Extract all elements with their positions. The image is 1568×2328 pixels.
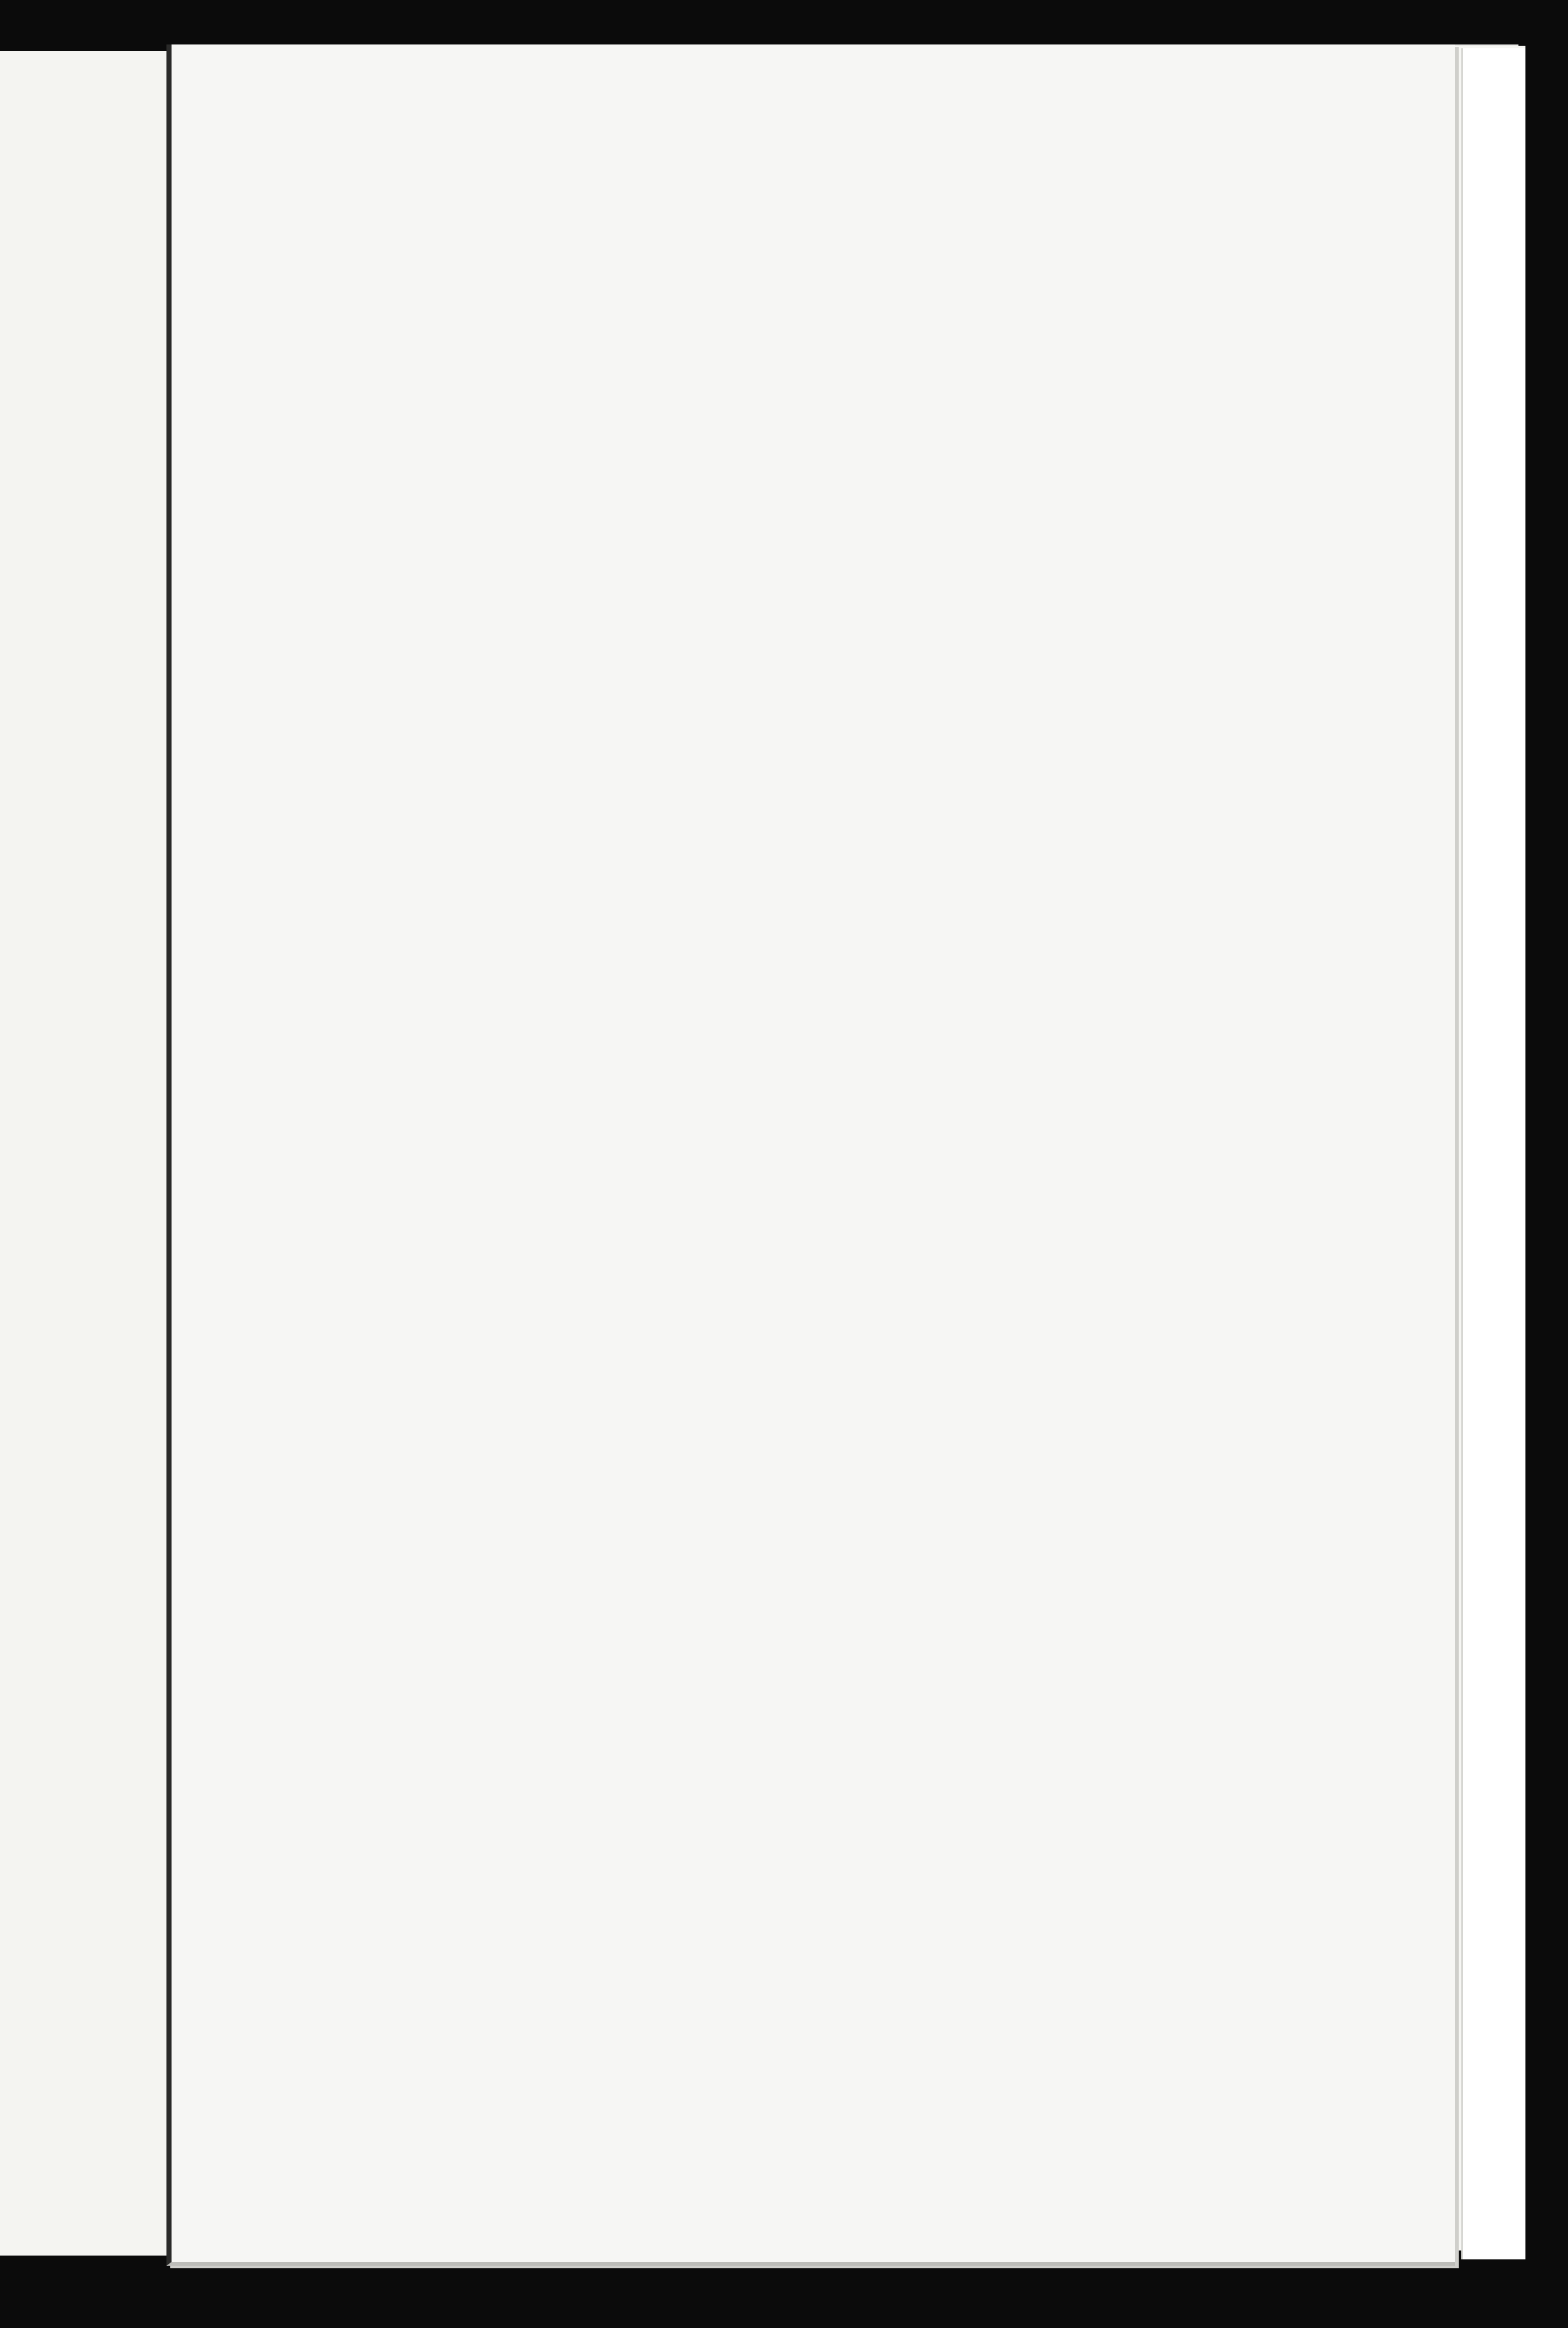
book-page bbox=[166, 44, 1455, 2266]
left-facing-page bbox=[0, 51, 191, 2256]
page-edge bbox=[1461, 48, 1525, 2259]
